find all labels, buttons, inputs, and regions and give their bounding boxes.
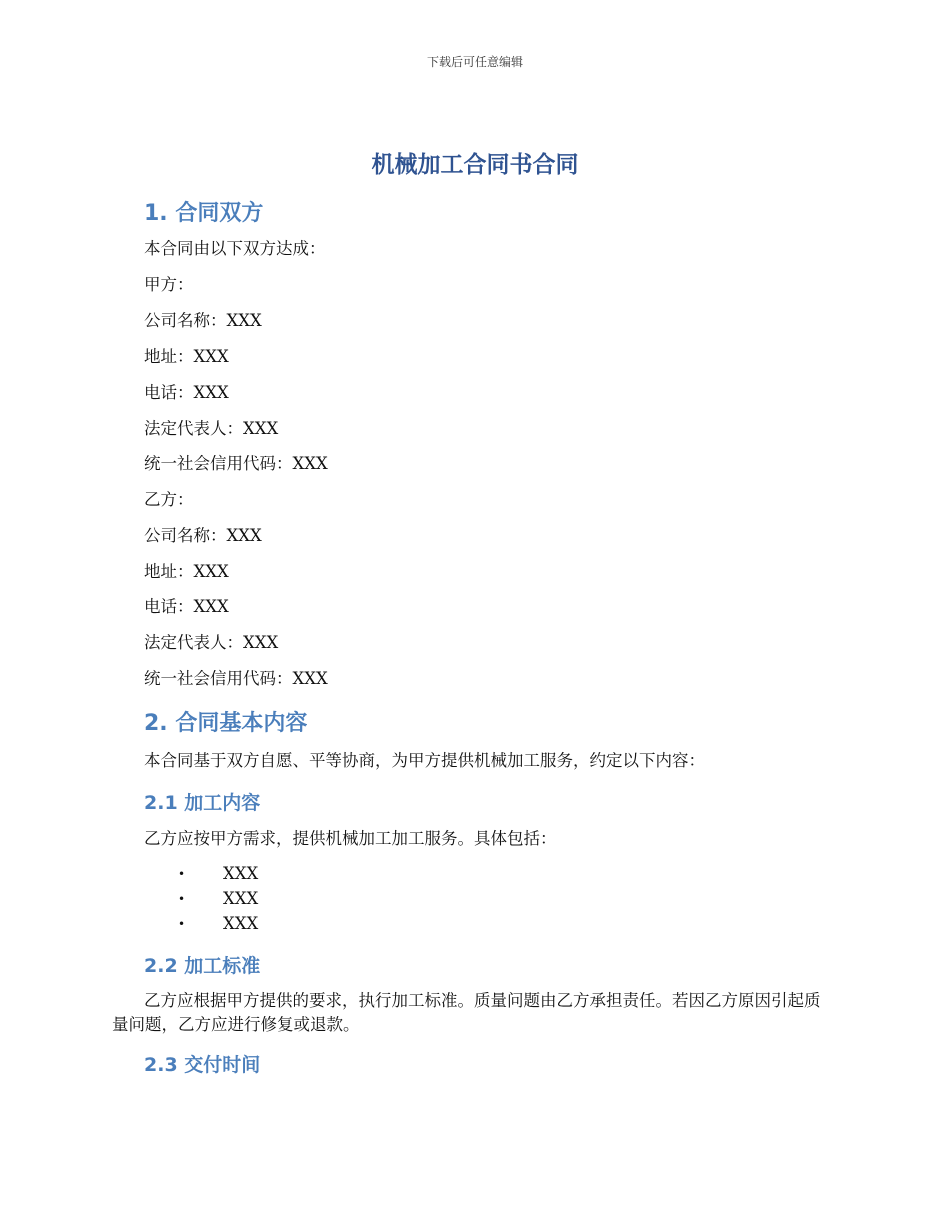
party-a-phone: 电话：XXX <box>144 383 229 402</box>
party-b-legal-rep: 法定代表人：XXX <box>144 633 279 652</box>
list-item-text: XXX <box>223 889 259 908</box>
subsection-2-1-heading: 2.1 加工内容 <box>144 792 261 814</box>
section-2-heading: 2. 合同基本内容 <box>144 711 308 736</box>
party-a-legal-rep: 法定代表人：XXX <box>144 419 279 438</box>
party-a-credit-code: 统一社会信用代码：XXX <box>144 454 328 473</box>
bullet-icon: • <box>178 892 186 906</box>
subsection-2-3-heading: 2.3 交付时间 <box>144 1054 261 1076</box>
party-b-label: 乙方： <box>144 490 194 509</box>
section-2-intro: 本合同基于双方自愿、平等协商，为甲方提供机械加工服务，约定以下内容： <box>144 751 705 770</box>
bullet-icon: • <box>178 867 186 881</box>
section-1-intro: 本合同由以下双方达成： <box>144 239 326 258</box>
document-title: 机械加工合同书合同 <box>371 152 579 178</box>
bullet-icon: • <box>178 917 186 931</box>
list-item-text: XXX <box>223 914 259 933</box>
subsection-2-2-text: 乙方应根据甲方提供的要求，执行加工标准。质量问题由乙方承担责任。若因乙方原因引起质量问题，乙方应进行修复或退款。 <box>112 991 821 1034</box>
party-b-phone: 电话：XXX <box>144 597 229 616</box>
party-a-label: 甲方： <box>144 275 194 294</box>
party-b-credit-code: 统一社会信用代码：XXX <box>144 669 328 688</box>
subsection-2-1-text: 乙方应按甲方需求，提供机械加工加工服务。具体包括： <box>144 829 557 848</box>
header-note: 下载后可任意编辑 <box>426 55 523 69</box>
section-1-heading: 1. 合同双方 <box>144 201 264 226</box>
party-b-address: 地址：XXX <box>144 562 229 581</box>
party-a-address: 地址：XXX <box>144 347 229 366</box>
party-a-company: 公司名称：XXX <box>144 311 262 330</box>
subsection-2-2-heading: 2.2 加工标准 <box>144 955 261 977</box>
party-b-company: 公司名称：XXX <box>144 526 262 545</box>
list-item-text: XXX <box>223 864 259 883</box>
